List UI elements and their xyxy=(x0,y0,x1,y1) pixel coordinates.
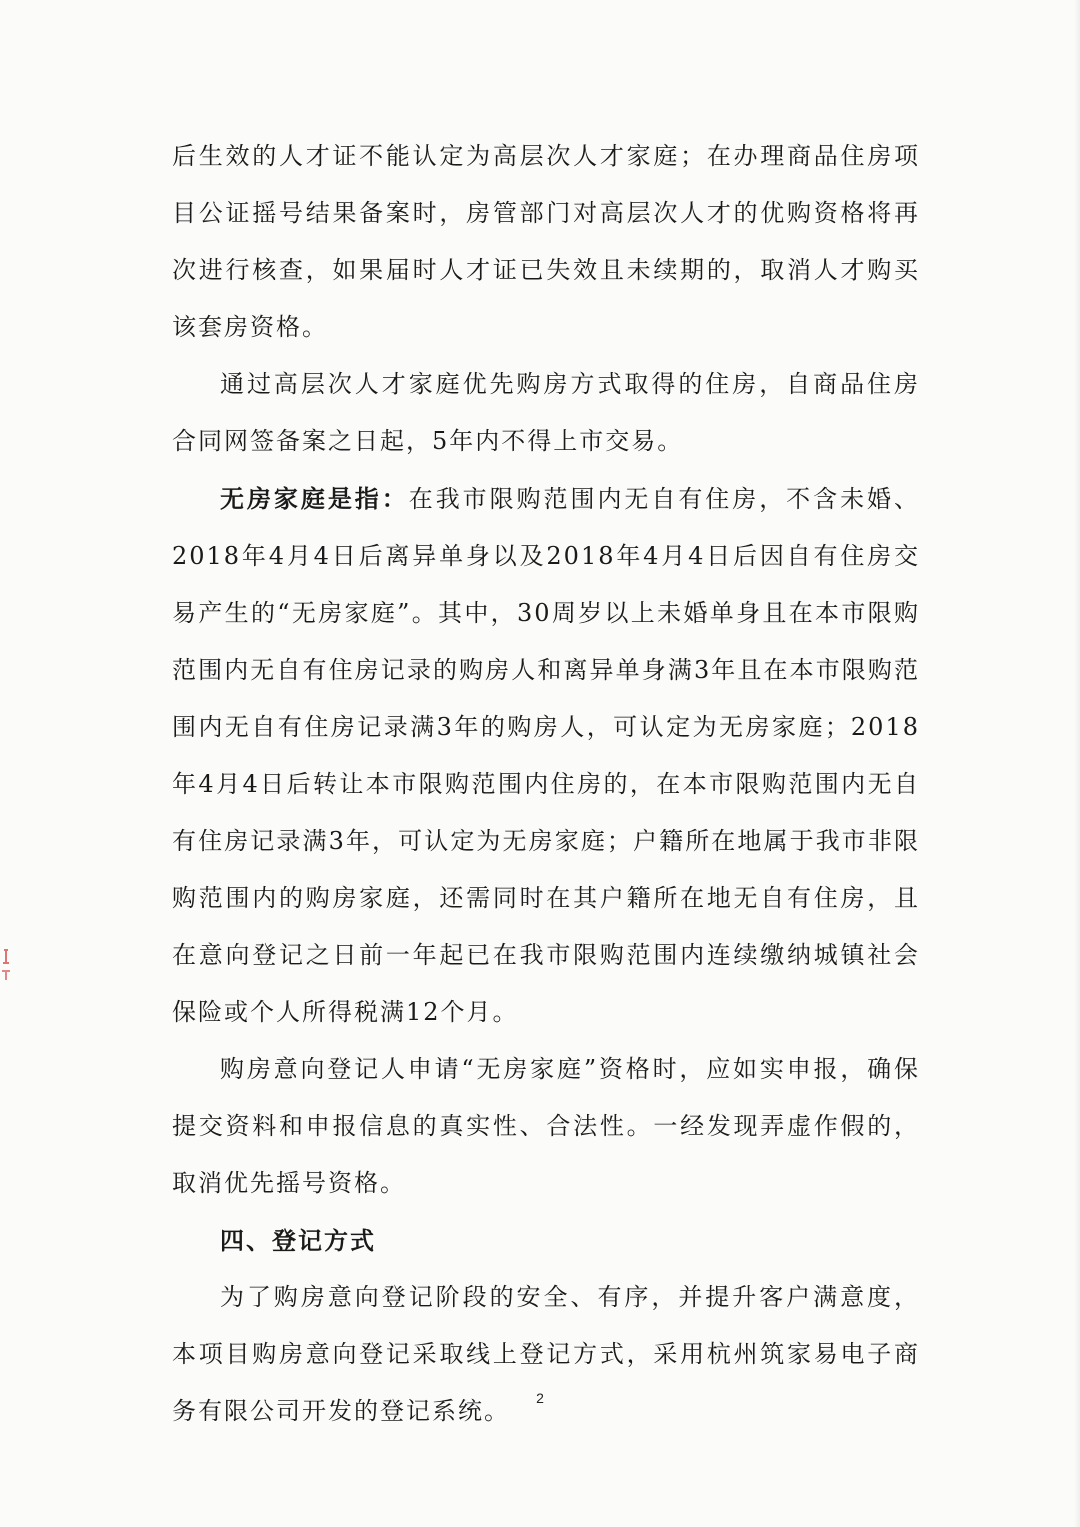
definition-term: 无房家庭是指： xyxy=(220,484,409,513)
definition-text: 在我市限购范围内无自有住房，不含未婚、2018年4月4日后离异单身以及2018年4月4日后因自有住房交易产生的“无房家庭”。其中，30周岁以上未婚单身且在本市限购范围内无自有住房记录的购房人和离异单身满3年且在本市限购范围内无自有住房记录满3年的购房人，可认定为无房家庭；2018年4月4日后转让本市限购范围内住房的，在本市限购范围内无自有住房记录满3年，可认定为无房家庭；户籍所在地属于我市非限购范围内的购房家庭，还需同时在其户籍所在地无自有住房，且在意向登记之日前一年起已在我市限购范围内连续缴纳城镇社会保险或个人所得税满12个月。 xyxy=(172,485,921,1026)
document-body xyxy=(172,128,920,1440)
page-number: 2 xyxy=(536,1390,544,1406)
paragraph-resale-restriction: 通过高层次人才家庭优先购房方式取得的住房，自商品住房合同网签备案之日起，5年内不得上市交易。 xyxy=(172,370,920,455)
paragraph-online-registration: 为了购房意向登记阶段的安全、有序，并提升客户满意度，本项目购房意向登记采取线上登记方式，采用杭州筑家易电子商务有限公司开发的登记系统。 xyxy=(172,1283,920,1425)
paragraph-talent-verification: 后生效的人才证不能认定为高层次人才家庭；在办理商品住房项目公证摇号结果备案时，房管部门对高层次人才的优购资格将再次进行核查，如果届时人才证已失效且未续期的，取消人才购买该套房资格。 xyxy=(172,142,920,341)
red-seal-fragment xyxy=(0,905,40,1035)
section-heading-registration-method: 四、登记方式 xyxy=(220,1226,376,1255)
scan-edge-shadow xyxy=(1074,0,1080,1527)
paragraph-truthful-declaration: 购房意向登记人申请“无房家庭”资格时，应如实申报，确保提交资料和申报信息的真实性、合法性。一经发现弄虚作假的，取消优先摇号资格。 xyxy=(172,1055,920,1197)
paragraph-no-house-definition xyxy=(172,470,920,1041)
